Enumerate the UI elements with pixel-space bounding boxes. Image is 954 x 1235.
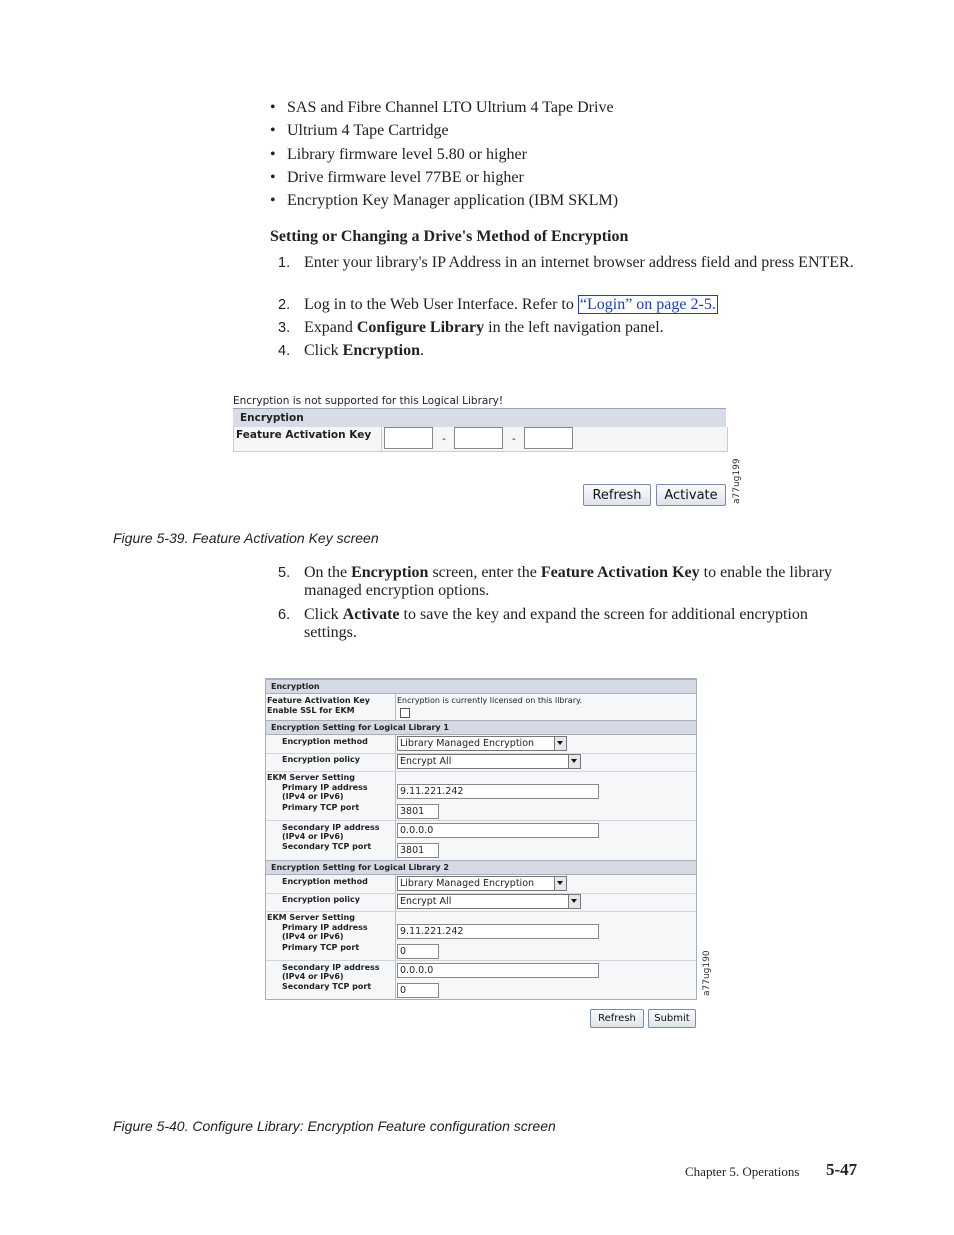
lib2-secondary-tcp-input[interactable]: 0: [397, 983, 439, 998]
lib1-encryption-method-select[interactable]: Library Managed Encryption: [397, 736, 567, 751]
lib1-secondary-ip-input[interactable]: 0.0.0.0: [397, 823, 599, 838]
lib2-encryption-policy-select[interactable]: Encrypt All: [397, 894, 581, 909]
refresh-button[interactable]: Refresh: [583, 484, 651, 506]
column-divider: [395, 693, 396, 999]
step-2: 2. Log in to the Web User Interface. Refer to “Login” on page 2-5.: [278, 296, 716, 313]
step-1: 1. Enter your library's IP Address in an internet browser address field and press ENTER.: [278, 254, 854, 271]
lib1-encryption-policy-select[interactable]: Encrypt All: [397, 754, 581, 769]
section-heading: Setting or Changing a Drive's Method of Encryption: [270, 228, 629, 245]
step-6: 6. Click Activate to save the key and expand the screen for additional encryption settings.: [278, 606, 808, 641]
figure-caption-1: Figure 5-39. Feature Activation Key screen: [113, 530, 379, 546]
lib2-secondary-ip-input[interactable]: 0.0.0.0: [397, 963, 599, 978]
lib1-secondary-tcp-input[interactable]: 3801: [397, 843, 439, 858]
figure-id: a77ug199: [732, 458, 742, 504]
lib1-primary-tcp-input[interactable]: 3801: [397, 804, 439, 819]
lib2-encryption-method-select[interactable]: Library Managed Encryption: [397, 876, 567, 891]
lib1-primary-ip-input[interactable]: 9.11.221.242: [397, 784, 599, 799]
key-input-3[interactable]: [524, 427, 573, 449]
figure-caption-2: Figure 5-40. Configure Library: Encryption Feature configuration screen: [113, 1118, 556, 1134]
fak-label: Feature Activation Key: [267, 696, 370, 705]
list-item: • Ultrium 4 Tape Cartridge: [270, 122, 449, 140]
key-input-2[interactable]: [454, 427, 503, 449]
chevron-down-icon: [554, 737, 566, 750]
not-supported-message: Encryption is not supported for this Logical Library!: [233, 395, 504, 407]
feature-activation-key-row: Feature Activation Key - -: [233, 427, 728, 452]
list-item: • Encryption Key Manager application (IBM SKLM): [270, 192, 619, 210]
column-divider: [381, 427, 382, 451]
lib1-section-header: Encryption Setting for Logical Library 1: [266, 720, 696, 735]
step-5: 5. On the Encryption screen, enter the Feature Activation Key to enable the library managed encryption options.: [278, 564, 833, 599]
key-input-1[interactable]: [384, 427, 433, 449]
list-item: • SAS and Fibre Channel LTO Ultrium 4 Tape Drive: [270, 99, 614, 116]
step-3: 3. Expand Configure Library in the left navigation panel.: [278, 319, 664, 336]
list-item: • Library firmware level 5.80 or higher: [270, 145, 527, 163]
steps-list-2: [270, 564, 860, 648]
lib2-primary-ip-input[interactable]: 9.11.221.242: [397, 924, 599, 939]
steps-list-1: [270, 254, 860, 365]
lib2-section-header: Encryption Setting for Logical Library 2: [266, 860, 696, 875]
login-page-link[interactable]: “Login” on page 2-5.: [579, 296, 716, 313]
encryption-section-header: Encryption: [233, 408, 726, 427]
lib2-primary-tcp-input[interactable]: 0: [397, 944, 439, 959]
encryption-configuration-screenshot: [264, 676, 696, 1036]
step-4: 4. Click Encryption.: [278, 342, 425, 359]
refresh-button[interactable]: Refresh: [590, 1009, 644, 1028]
ssl-label: Enable SSL for EKM: [267, 706, 355, 715]
list-item: • Drive firmware level 77BE or higher: [270, 168, 524, 186]
license-status: Encryption is currently licensed on this library.: [397, 696, 583, 705]
feature-activation-key-label: Feature Activation Key: [236, 429, 372, 441]
figure-id: a77ug190: [702, 950, 712, 996]
enable-ssl-checkbox[interactable]: [400, 708, 410, 718]
submit-button[interactable]: Submit: [648, 1009, 696, 1028]
page-number: 5-47: [826, 1160, 858, 1179]
encryption-settings-panel: Encryption Feature Activation Key Encryption is currently licensed on this library. Enable SSL for EKM Encryption Setting for Logical Library 1 Encryption method Library Managed Encryption Encryption policy Encrypt All EKM Server Setting Primary IP address (IPv4 or IPv6) 9.11.221.242 Primary TCP port 3801 Secondary IP address (IPv4 or IPv6) 0.0.0.0 Secondary TCP port 3801 Encryption Setting for Logical Library 2 Encryption method Library Managed Encryption Encryption policy Encrypt All EKM Server Setting Primary IP address (IPv4 or IPv6) 9.11.221.242 Primary TCP port 0 Secondary IP address (IPv4 or IPv6) 0.0.0.0 Secondary TCP port 0: [265, 678, 697, 1000]
chevron-down-icon: [568, 755, 580, 768]
requirements-list: [270, 96, 890, 212]
activate-button[interactable]: Activate: [656, 484, 726, 506]
chapter-footer: Chapter 5. Operations: [685, 1164, 800, 1179]
chevron-down-icon: [554, 877, 566, 890]
feature-activation-key-screenshot: [228, 384, 748, 516]
chevron-down-icon: [568, 895, 580, 908]
encryption-section-header: Encryption: [266, 679, 696, 694]
